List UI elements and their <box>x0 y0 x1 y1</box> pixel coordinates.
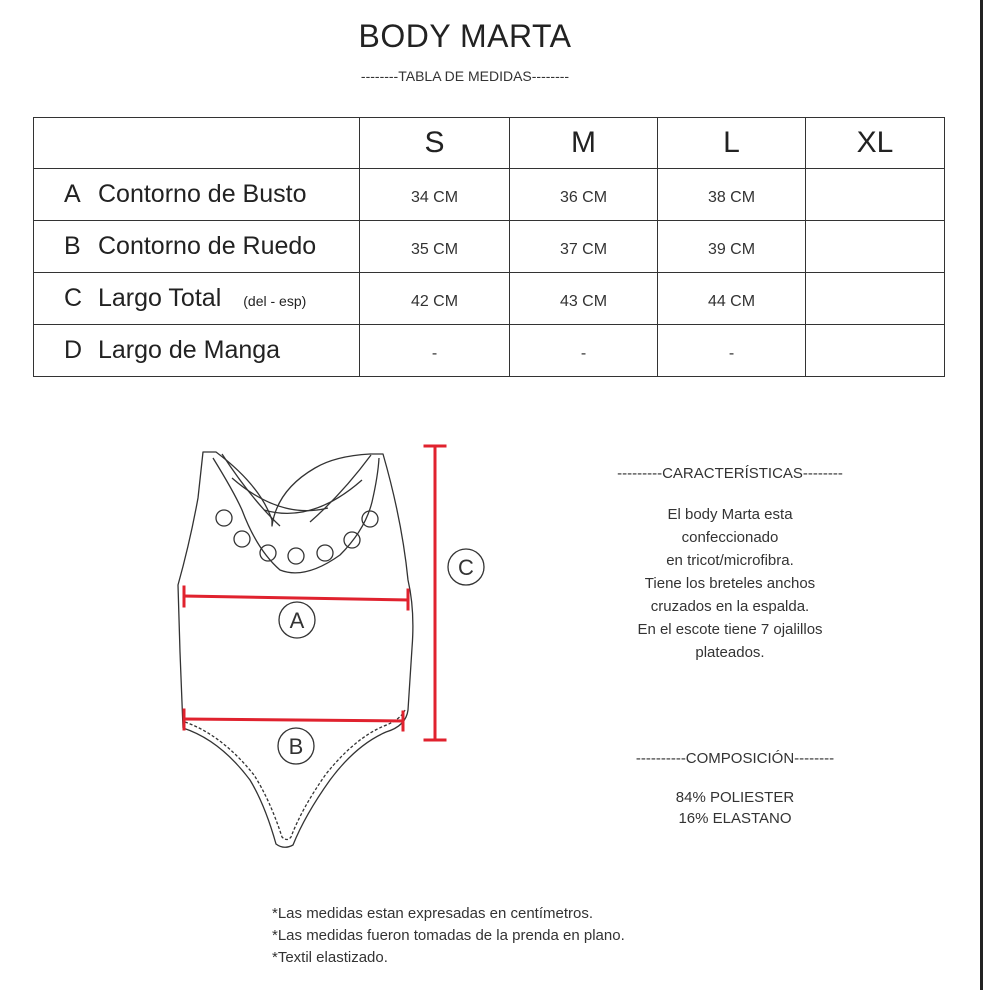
row-label-manga <box>34 325 360 377</box>
caracteristicas-heading: ---------CARACTERÍSTICAS-------- <box>617 465 843 482</box>
row-label-text: Contorno de Ruedo <box>98 232 317 260</box>
strap-cross-left <box>232 478 328 511</box>
caracteristicas-line: en tricot/microfibra. <box>666 552 794 569</box>
table-subtitle: --------TABLA DE MEDIDAS-------- <box>360 68 570 84</box>
value-cell: 44 CM <box>658 273 806 325</box>
composicion-line: 84% POLIESTER <box>675 789 795 806</box>
table-row <box>34 221 945 273</box>
size-table <box>33 117 945 377</box>
caracteristicas-line: cruzados en la espalda. <box>650 598 810 615</box>
row-label-text: Largo de Manga <box>98 336 281 364</box>
measure-line-a <box>184 596 408 600</box>
value-cell: - <box>658 325 806 377</box>
eyelet <box>288 548 304 564</box>
header-size-l: L <box>658 118 806 169</box>
value-cell <box>806 273 945 325</box>
value-cell <box>806 325 945 377</box>
table-row <box>34 273 945 325</box>
strap-left <box>222 454 280 526</box>
value-cell: 42 CM <box>360 273 510 325</box>
eyelet <box>234 531 250 547</box>
header-size-xl: XL <box>806 118 945 169</box>
footnote: *Las medidas fueron tomadas de la prenda en plano. <box>272 927 625 944</box>
table-row <box>34 325 945 377</box>
size-header-row <box>34 118 945 169</box>
measure-label-b: B <box>288 734 304 759</box>
header-size-m: M <box>510 118 658 169</box>
composicion-body <box>560 787 910 829</box>
row-label-text: Contorno de Busto <box>98 180 307 208</box>
row-letter: C <box>64 284 83 312</box>
composicion-heading: ----------COMPOSICIÓN-------- <box>635 750 835 767</box>
row-label-busto <box>34 169 360 221</box>
value-cell: 37 CM <box>510 221 658 273</box>
row-label-largo-total <box>34 273 360 325</box>
measure-label-c: C <box>458 555 474 580</box>
caracteristicas-line: confeccionado <box>681 529 779 546</box>
measure-label-a: A <box>289 608 305 633</box>
eyelet <box>260 545 276 561</box>
value-cell: 35 CM <box>360 221 510 273</box>
value-cell: 43 CM <box>510 273 658 325</box>
value-cell: - <box>360 325 510 377</box>
page-title: BODY MARTA <box>358 18 572 54</box>
row-letter: B <box>64 232 81 260</box>
value-cell: 34 CM <box>360 169 510 221</box>
page-right-border <box>980 0 983 990</box>
caracteristicas-line: Tiene los breteles anchos <box>644 575 816 592</box>
bodysuit-diagram <box>160 430 500 860</box>
eyelet <box>344 532 360 548</box>
value-cell: 36 CM <box>510 169 658 221</box>
bodysuit-outline <box>178 452 413 847</box>
eyelet <box>362 511 378 527</box>
value-cell: 39 CM <box>658 221 806 273</box>
value-cell: 38 CM <box>658 169 806 221</box>
caracteristicas-line: plateados. <box>695 644 765 661</box>
caracteristicas-line: En el escote tiene 7 ojalillos <box>637 621 823 638</box>
value-cell <box>806 221 945 273</box>
header-empty-cell <box>34 118 360 169</box>
row-label-note: (del - esp) <box>243 293 307 309</box>
value-cell <box>806 169 945 221</box>
caracteristicas-body <box>560 503 900 664</box>
footnote: *Textil elastizado. <box>272 949 388 966</box>
row-letter: D <box>64 336 83 364</box>
eyelet <box>216 510 232 526</box>
value-cell: - <box>510 325 658 377</box>
row-label-text: Largo Total <box>98 284 222 312</box>
row-label-ruedo <box>34 221 360 273</box>
header-size-s: S <box>360 118 510 169</box>
table-row <box>34 169 945 221</box>
caracteristicas-line: El body Marta esta <box>667 506 793 523</box>
composicion-line: 16% ELASTANO <box>678 810 792 827</box>
eyelet <box>317 545 333 561</box>
neckline <box>213 458 379 573</box>
measure-line-b <box>184 719 403 721</box>
row-letter: A <box>64 180 81 208</box>
footnote: *Las medidas estan expresadas en centímetros. <box>272 905 594 922</box>
footnotes <box>272 903 625 969</box>
